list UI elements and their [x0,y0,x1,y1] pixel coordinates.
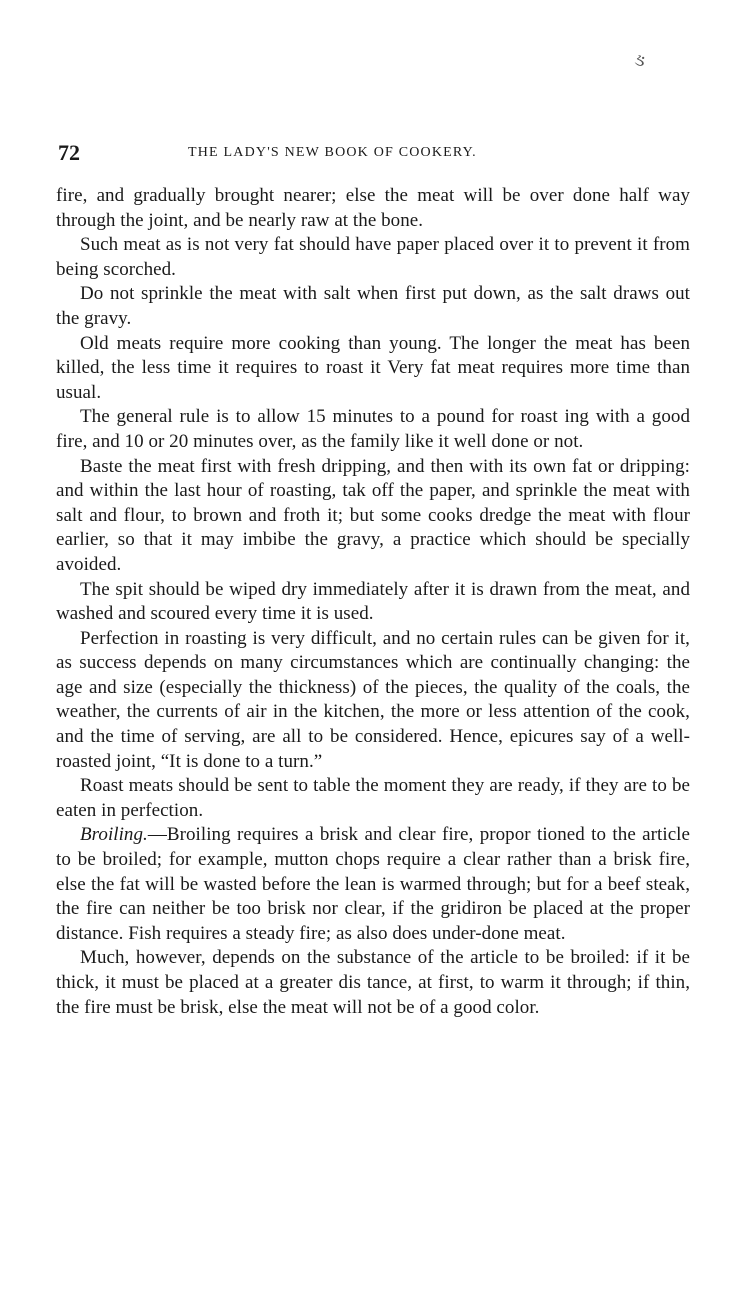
paragraph-general-rule: The general rule is to allow 15 minutes to a pound for roast ing with a good fire, and 10 or 20 minutes over, as the family like it well done or not. [56,406,690,452]
paragraph-paper-cover: Such meat as is not very fat should have paper placed over it to prevent it from being scorched. [56,234,690,280]
paragraph-substance: Much, however, depends on the substance of the article to be broiled: if it be thick, it must be placed at a greater dis tance, at first, to warm it through; if thin, the fire must be brisk, else the meat will not be of a good color. [56,947,690,1018]
paragraph-continuation: fire, and gradually brought nearer; else the meat will be over done half way through the joint, and be nearly raw at the bone. [56,185,690,231]
paragraph-salt: Do not sprinkle the meat with salt when first put down, as the salt draws out the gravy. [56,283,690,329]
paragraph-basting: Baste the meat first with fresh dripping, and then with its own fat or dripping: and within the last hour of roasting, tak off the paper, and sprinkle the meat with salt and flour, to brown and froth it; but some cooks dredge the meat with flour earlier, so that it may imbibe the gravy, a practice which should be specially avoided. [56,455,690,575]
paragraph-perfection: Perfection in roasting is very difficult, and no certain rules can be given for it, as success depends on many circumstances which are continually changing: the age and size (especially the thickness) of the pieces, the quality of the coals, the weather, the currents of air in the kitchen, the more or less attention of the cook, and the time of serving, are all to be considered. Hence, epicures say of a well-roasted joint, “It is done to a turn.” [56,627,690,772]
body-text [56,184,690,1020]
paragraph-old-meats: Old meats require more cooking than young. The longer the meat has been killed, the less time it requires to roast it Very fat meat requires more time than usual. [56,332,690,403]
broiling-text: —Broiling requires a brisk and clear fire, propor tioned to the article to be broiled; for example, mutton chops require a clear rather than a brisk fire, else the fat will be wasted before the lean is warmed through; but for a beef steak, the fire can neither be too brisk nor clear, if the gridiron be placed at the proper distance. Fish requires a steady fire; as also does under-done meat. [56,824,690,944]
broiling-heading: Broiling. [80,824,148,846]
corner-ink-mark: ઙ [631,49,648,71]
paragraph-serving: Roast meats should be sent to table the moment they are ready, if they are to be eaten in perfection. [56,775,690,821]
paragraph-spit: The spit should be wiped dry immediately after it is drawn from the meat, and washed and scoured every time it is used. [56,578,690,625]
running-title: THE LADY'S NEW BOOK OF COOKERY. [188,145,477,160]
paragraph-broiling [56,823,690,946]
page-number: 72 [58,140,80,165]
running-header [58,140,698,170]
